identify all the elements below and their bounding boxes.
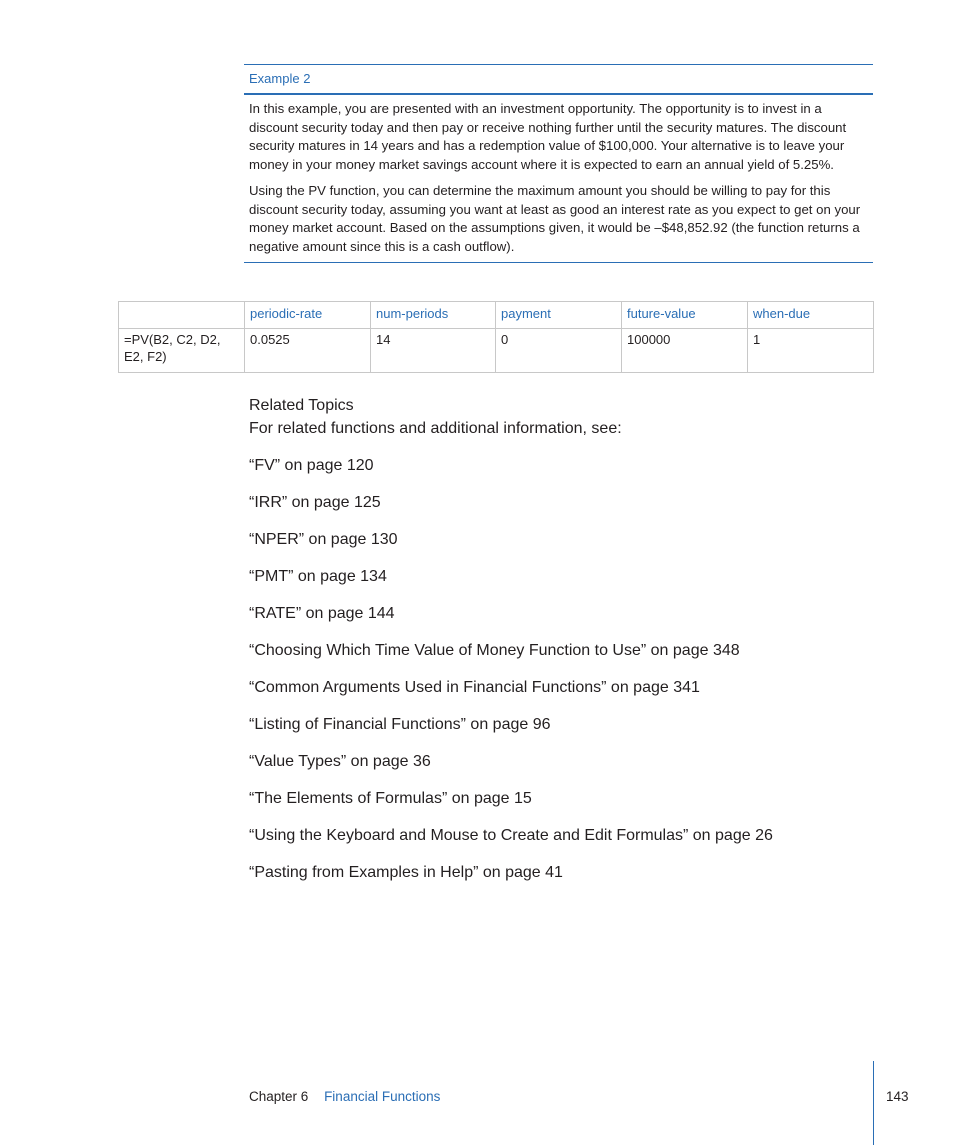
example-paragraph-1: In this example, you are presented with an investment opportunity. The opportunity is to invest in a discount security today and then pay or receive nothing further until the security matures. The discount security matures in 14 years and has a redemption value of $100,000. Your alternative is to leave your money in your money market savings account where it is expected to earn an annual yield of 5.25%. bbox=[249, 101, 847, 172]
footer-chapter: Chapter 6 bbox=[249, 1089, 309, 1104]
table-header-cell: num-periods bbox=[371, 302, 496, 329]
related-link[interactable]: “NPER” on page 130 bbox=[249, 531, 398, 548]
related-topics-heading: Related Topics bbox=[249, 397, 354, 414]
example-paragraph-2: Using the PV function, you can determine the maximum amount you should be willing to pay for this discount security today, assuming you want at least as good an interest rate as you expect to get on your money market account. Based on the assumptions given, it would be –$48,852.92 (the function returns a negative amount since this is a cash outflow). bbox=[249, 183, 861, 254]
related-link[interactable]: “Value Types” on page 36 bbox=[249, 753, 431, 770]
table-header-row bbox=[119, 302, 874, 329]
related-topics-list bbox=[249, 456, 869, 883]
table-header-cell: when-due bbox=[748, 302, 874, 329]
related-link[interactable]: “Choosing Which Time Value of Money Function to Use” on page 348 bbox=[249, 642, 740, 659]
table-cell: 14 bbox=[371, 329, 496, 373]
table-cell: 0 bbox=[496, 329, 622, 373]
example-box bbox=[244, 64, 873, 263]
related-link[interactable]: “Common Arguments Used in Financial Functions” on page 341 bbox=[249, 679, 700, 696]
table-cell: 0.0525 bbox=[245, 329, 371, 373]
related-link[interactable]: “PMT” on page 134 bbox=[249, 568, 387, 585]
table-header-cell: periodic-rate bbox=[245, 302, 371, 329]
table-header-cell: payment bbox=[496, 302, 622, 329]
related-topics-section bbox=[249, 396, 869, 883]
example-table bbox=[118, 301, 874, 373]
table-row bbox=[119, 329, 874, 373]
footer-section[interactable]: Financial Functions bbox=[324, 1089, 441, 1104]
related-link[interactable]: “Listing of Financial Functions” on page 96 bbox=[249, 716, 551, 733]
page-number: 143 bbox=[886, 1089, 909, 1104]
table-cell: 100000 bbox=[622, 329, 748, 373]
table-cell: =PV(B2, C2, D2, E2, F2) bbox=[119, 329, 245, 373]
related-link[interactable]: “Pasting from Examples in Help” on page 41 bbox=[249, 864, 563, 881]
example-title: Example 2 bbox=[244, 65, 873, 95]
related-link[interactable]: “Using the Keyboard and Mouse to Create and Edit Formulas” on page 26 bbox=[249, 827, 773, 844]
related-topics-intro: For related functions and additional information, see: bbox=[249, 420, 622, 437]
related-link[interactable]: “IRR” on page 125 bbox=[249, 494, 381, 511]
related-link[interactable]: “RATE” on page 144 bbox=[249, 605, 395, 622]
table-header-cell: future-value bbox=[622, 302, 748, 329]
related-link[interactable]: “FV” on page 120 bbox=[249, 457, 374, 474]
page-footer bbox=[249, 1088, 440, 1106]
table-header-cell bbox=[119, 302, 245, 329]
related-link[interactable]: “The Elements of Formulas” on page 15 bbox=[249, 790, 532, 807]
table-cell: 1 bbox=[748, 329, 874, 373]
footer-divider bbox=[873, 1061, 874, 1145]
